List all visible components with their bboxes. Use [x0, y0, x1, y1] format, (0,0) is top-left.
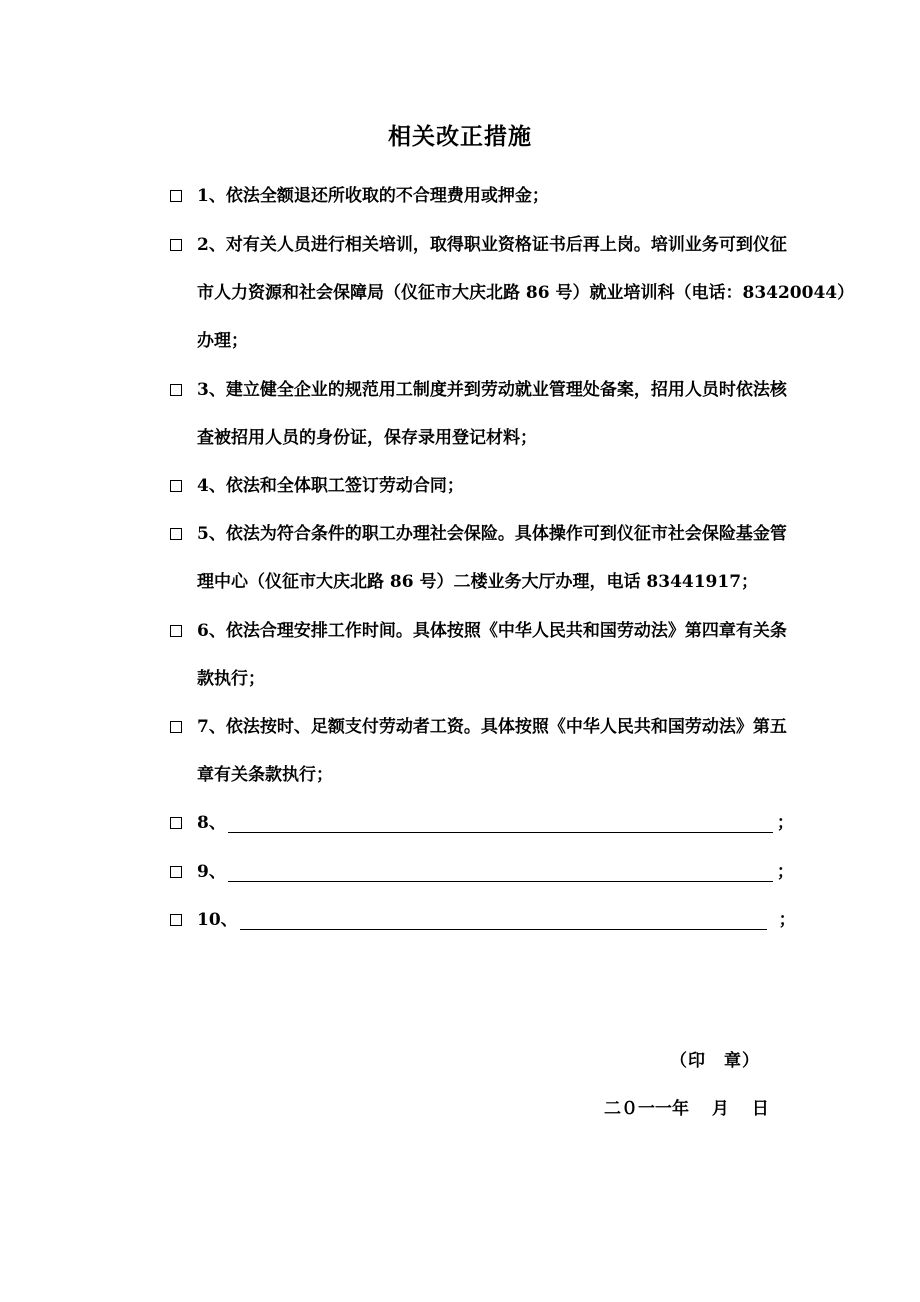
item-text-continued: 款执行； — [197, 669, 265, 689]
seal-label: （印 章） — [670, 1051, 760, 1071]
item-end: ； — [776, 813, 794, 833]
list-item-2 — [170, 221, 855, 365]
item-text-continued: 章有关条款执行； — [197, 765, 333, 785]
list-item-9 — [170, 848, 842, 896]
list-item-8 — [170, 799, 842, 847]
checkbox[interactable] — [170, 721, 182, 733]
checkbox[interactable] — [170, 190, 182, 202]
checkbox[interactable] — [170, 817, 182, 829]
item-label: 10、 — [197, 910, 238, 930]
checkbox[interactable] — [170, 866, 182, 878]
checkbox[interactable] — [170, 384, 182, 396]
list-item-6 — [170, 607, 842, 703]
item-end: ； — [776, 862, 794, 882]
item-text-continued: 市人力资源和社会保障局（仪征市大庆北路 86 号）就业培训科（电话：83420044） — [197, 283, 855, 303]
list-item-1 — [170, 172, 842, 220]
item-text: 3、建立健全企业的规范用工制度并到劳动就业管理处备案，招用人员时依法核 — [197, 380, 787, 400]
page-title: 相关改正措施 — [388, 124, 532, 150]
fill-in-blank[interactable] — [240, 907, 767, 930]
checkbox[interactable] — [170, 914, 182, 926]
checkbox[interactable] — [170, 528, 182, 540]
item-text: 2、对有关人员进行相关培训，取得职业资格证书后再上岗。培训业务可到仪征 — [197, 235, 787, 255]
item-text: 6、依法合理安排工作时间。具体按照《中华人民共和国劳动法》第四章有关条 — [197, 621, 787, 641]
list-item-7 — [170, 703, 842, 799]
list-item-5 — [170, 510, 842, 606]
checkbox[interactable] — [170, 239, 182, 251]
item-text: 7、依法按时、足额支付劳动者工资。具体按照《中华人民共和国劳动法》第五 — [197, 717, 787, 737]
date-line: 二０一一年 月 日 — [604, 1099, 769, 1119]
item-label: 8、 — [197, 813, 226, 833]
item-text: 4、依法和全体职工签订劳动合同； — [197, 476, 464, 496]
list-item-4 — [170, 462, 842, 510]
item-text-continued: 办理； — [197, 331, 248, 351]
fill-in-blank[interactable] — [228, 810, 773, 833]
list-item-3 — [170, 366, 842, 462]
item-text: 1、依法全额退还所收取的不合理费用或押金； — [197, 186, 549, 206]
fill-in-blank[interactable] — [228, 859, 773, 882]
checkbox[interactable] — [170, 625, 182, 637]
item-label: 9、 — [197, 862, 226, 882]
item-text-continued: 理中心（仪征市大庆北路 86 号）二楼业务大厅办理，电话 83441917； — [197, 572, 759, 592]
item-end: ； — [778, 910, 796, 930]
checkbox[interactable] — [170, 480, 182, 492]
item-text: 5、依法为符合条件的职工办理社会保险。具体操作可到仪征市社会保险基金管 — [197, 524, 787, 544]
item-text-continued: 查被招用人员的身份证，保存录用登记材料； — [197, 428, 537, 448]
list-item-10 — [170, 896, 842, 944]
